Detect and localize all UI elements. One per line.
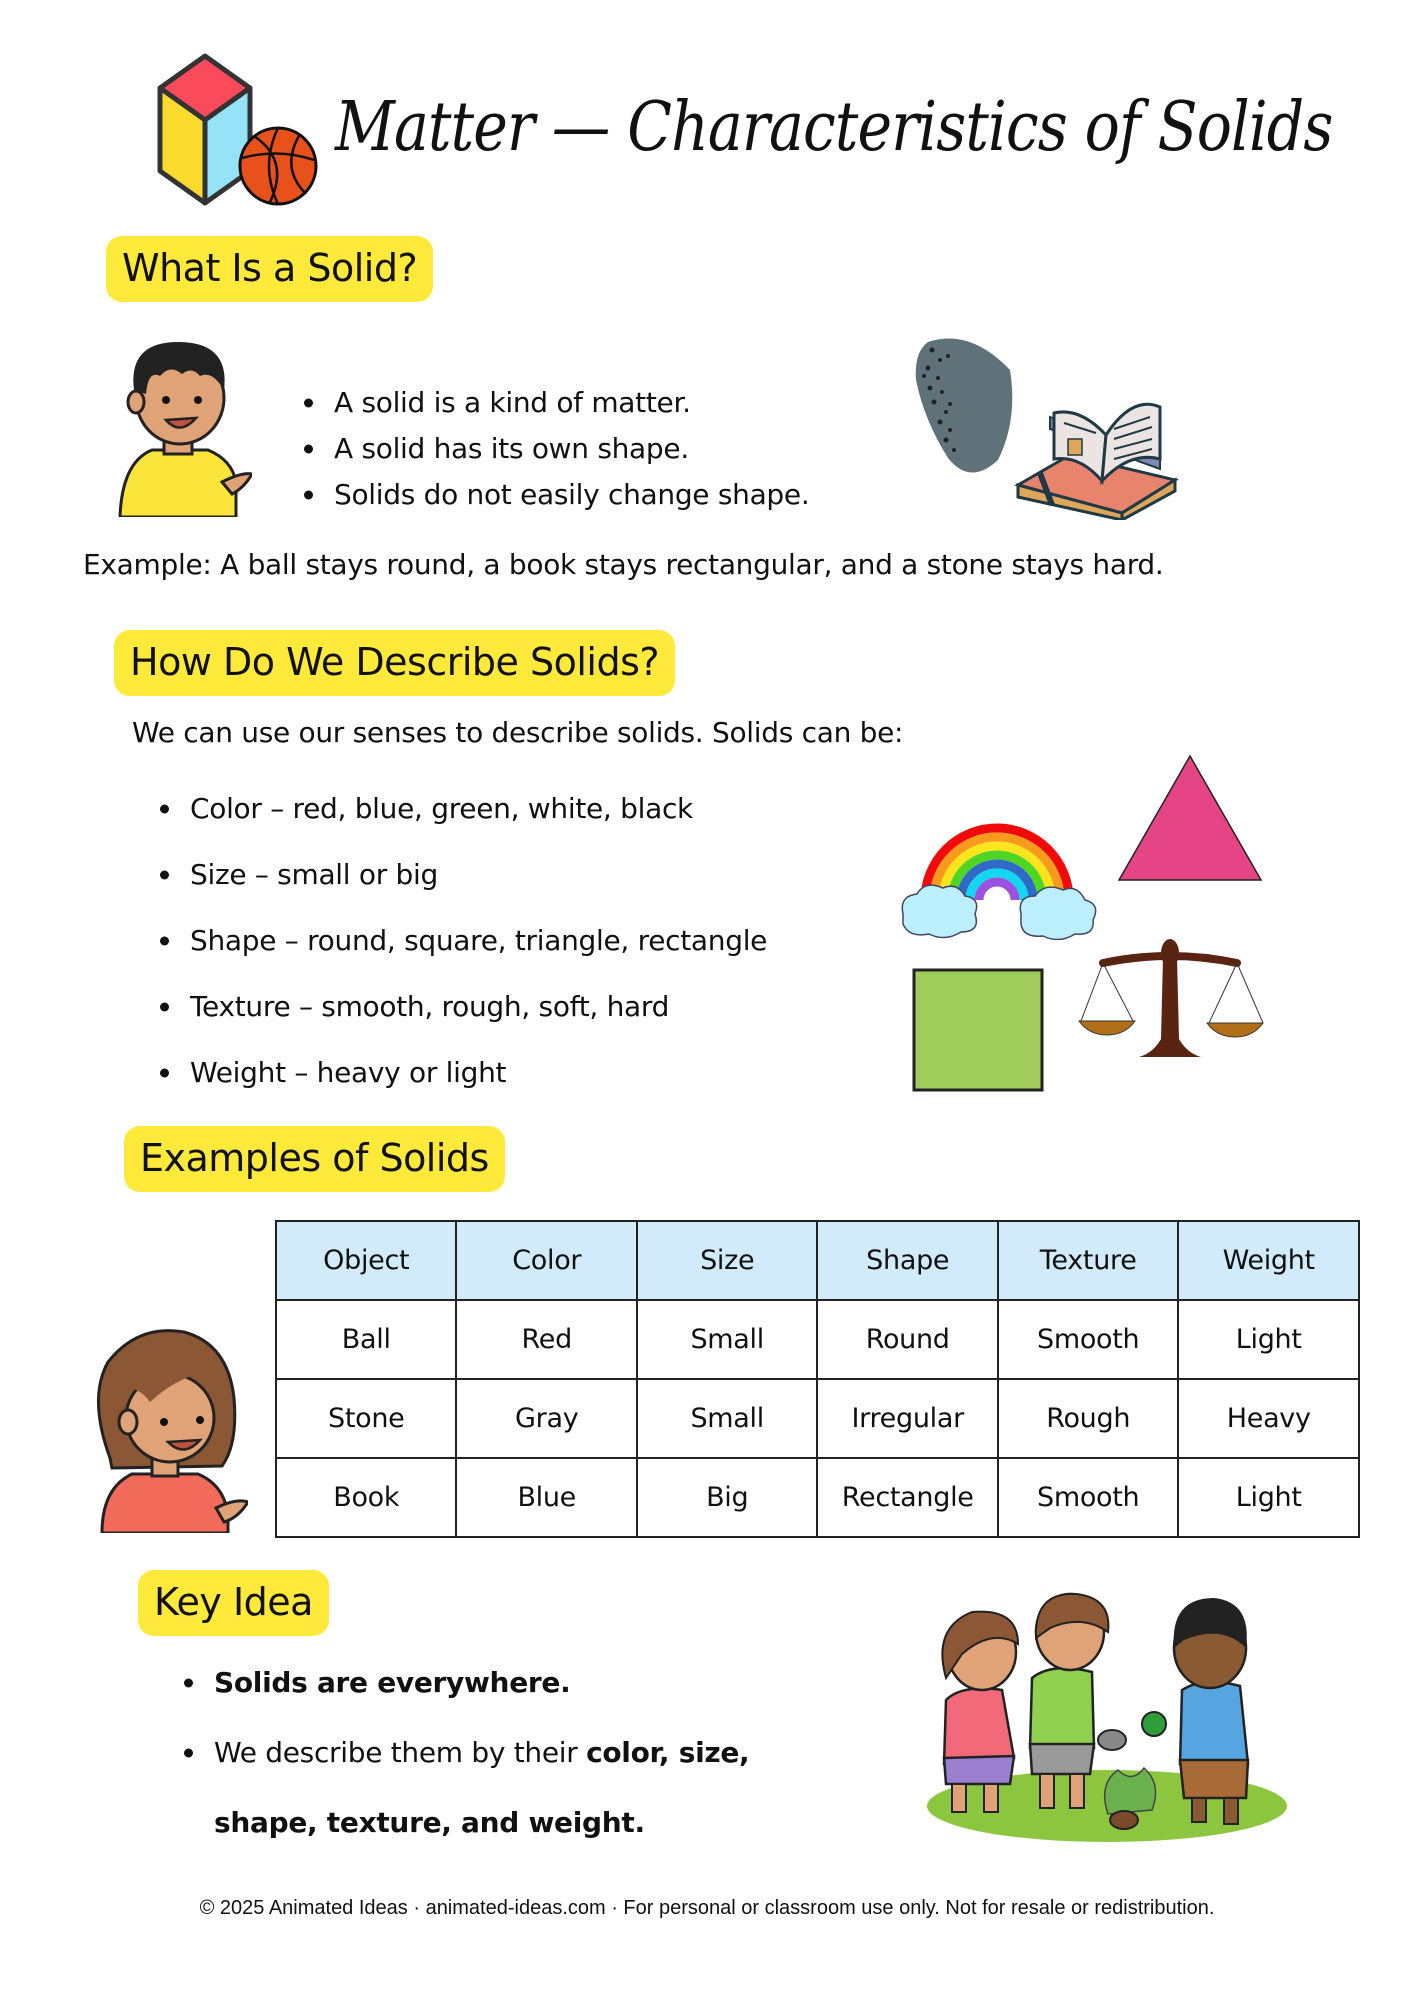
column-header-weight: Weight: [1178, 1221, 1359, 1300]
table-header-row: [276, 1221, 1359, 1300]
table-cell: Book: [276, 1458, 456, 1537]
table-row: [276, 1300, 1359, 1379]
stone-illustration: [910, 330, 1020, 480]
section-heading-what-is-a-solid: What Is a Solid?: [106, 236, 433, 302]
list-item-weight: Weight – heavy or light: [156, 1040, 767, 1106]
list-item: A solid has its own shape.: [300, 426, 809, 472]
table-cell: Heavy: [1178, 1379, 1359, 1458]
balance-scale-illustration: [1075, 935, 1265, 1070]
section-heading-key-idea: Key Idea: [138, 1570, 329, 1636]
table-cell: Rough: [998, 1379, 1178, 1458]
cube-and-basketball-icon: [150, 48, 325, 206]
list-item-size: Size – small or big: [156, 842, 767, 908]
table-cell: Light: [1178, 1458, 1359, 1537]
key-idea-text: Solids are everywhere.: [214, 1666, 571, 1699]
list-item: Solids do not easily change shape.: [300, 472, 809, 518]
example-sentence: Example: A ball stays round, a book stays rectangular, and a stone stays hard.: [83, 548, 1164, 581]
table-cell: Small: [637, 1379, 817, 1458]
list-item: [180, 1718, 749, 1788]
describe-intro: We can use our senses to describe solids. Solids can be:: [132, 716, 904, 749]
table-cell: Stone: [276, 1379, 456, 1458]
key-idea-prefix: We describe them by their: [214, 1736, 587, 1769]
square-shape-illustration: [912, 968, 1044, 1092]
list-item: [180, 1648, 749, 1718]
table-cell: Small: [637, 1300, 817, 1379]
section-heading-examples: Examples of Solids: [124, 1126, 505, 1192]
column-header-size: Size: [637, 1221, 817, 1300]
column-header-shape: Shape: [817, 1221, 997, 1300]
triangle-shape-illustration: [1115, 752, 1265, 882]
table-row: [276, 1379, 1359, 1458]
section-heading-how-describe: How Do We Describe Solids?: [114, 630, 675, 696]
table-cell: Blue: [456, 1458, 636, 1537]
girl-pointing-illustration: [88, 1318, 248, 1533]
table-cell: Rectangle: [817, 1458, 997, 1537]
table-cell: Big: [637, 1458, 817, 1537]
table-cell: Light: [1178, 1300, 1359, 1379]
column-header-object: Object: [276, 1221, 456, 1300]
table-cell: Smooth: [998, 1458, 1178, 1537]
column-header-texture: Texture: [998, 1221, 1178, 1300]
table-cell: Smooth: [998, 1300, 1178, 1379]
key-idea-emphasis: color, size,: [586, 1736, 750, 1769]
solid-definition-list: [300, 380, 809, 518]
table-cell: Ball: [276, 1300, 456, 1379]
key-idea-list: [180, 1648, 749, 1858]
list-item-continuation: [180, 1788, 749, 1858]
examples-table: [275, 1220, 1360, 1538]
page-title: Matter — Characteristics of Solids: [335, 88, 1333, 167]
list-item: A solid is a kind of matter.: [300, 380, 809, 426]
table-cell: Gray: [456, 1379, 636, 1458]
list-item-shape: Shape – round, square, triangle, rectangle: [156, 908, 767, 974]
children-exploring-illustration: [922, 1588, 1297, 1843]
list-item-texture: Texture – smooth, rough, soft, hard: [156, 974, 767, 1040]
table-cell: Round: [817, 1300, 997, 1379]
column-header-color: Color: [456, 1221, 636, 1300]
rainbow-illustration: [895, 810, 1100, 940]
footer-copyright: © 2025 Animated Ideas · animated-ideas.com · For personal or classroom use only. Not for resale or redistribution.: [199, 1897, 1215, 1919]
table-cell: Irregular: [817, 1379, 997, 1458]
table-cell: Red: [456, 1300, 636, 1379]
list-item-color: Color – red, blue, green, white, black: [156, 776, 767, 842]
property-list: [156, 776, 767, 1106]
stack-of-books-illustration: [1010, 385, 1185, 520]
key-idea-emphasis: shape, texture, and weight.: [214, 1806, 645, 1839]
table-row: [276, 1458, 1359, 1537]
boy-pointing-illustration: [112, 332, 252, 517]
